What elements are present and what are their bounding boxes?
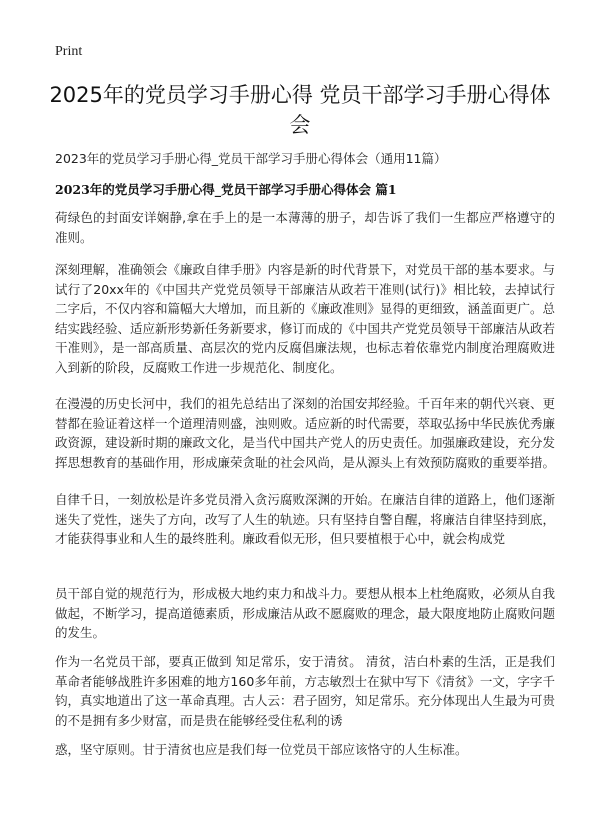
paragraph-2: 深刻理解，准确领会《廉政自律手册》内容是新的时代背景下，对党员干部的基本要求。与试行了20xx年的《中国共产党党员领导干部廉洁从政若干准则(试行)》相比较，去掉试行二字后，不仅内容和篇幅大大增加，而且新的《廉政准则》显得的更细致，涵盖面更广。总结实践经验、适应新形势新任务新要求，修订而成的《中国共产党党员领导干部廉洁从政若干准则》，是一部高质量、高层次的党内反腐倡廉法规，也标志着依靠党内制度治理腐败进入到新的阶段，反腐败工作进一步规范化、制度化。: [55, 262, 556, 375]
paragraph-3: 在漫漫的历史长河中，我们的祖先总结出了深刻的治国安邦经验。千百年来的朝代兴衰、更替都在验证着这样一个道理清则盛，浊则败。适应新的时代需要，萃取弘扬中华民族优秀廉政资源，建设新时期的廉政文化，是当代中国共产党人的历史责任。加强廉政建设，充分发挥思想教育的基础作用，形成廉荣贪耻的社会风尚，是从源头上有效预防腐败的重要举措。: [55, 396, 556, 470]
paragraph-6: 作为一名党员干部，要真正做到 知足常乐，安于清贫。 清贫，洁白朴素的生活，正是我们革命者能够战胜许多困难的地方160多年前，方志敏烈士在狱中写下《清贫》一文，字字千钧，真实地道出了这一革命真理。古人云：君子固穷，知足常乐。充分体现出人生最为可贵的不是拥有多少财富，而是贵在能够经受住私利的诱: [55, 654, 556, 728]
paragraph-5: 员干部自觉的规范行为，形成极大地约束力和战斗力。要想从根本上杜绝腐败，必须从自我做起，不断学习，提高道德素质，形成廉洁从政不愿腐败的理念，最大限度地防止腐败问题的发生。: [55, 586, 556, 640]
page-title: 2025年的党员学习手册心得 党员干部学习手册心得体会: [49, 83, 551, 137]
paragraph-4: 自律千日，一刻放松是许多党员滑入贪污腐败深渊的开始。在廉洁自律的道路上，他们逐渐迷失了党性，迷失了方向，改写了人生的轨迹。只有坚持自警自醒，将廉洁自律坚持到底，才能获得事业和人生的最终胜利。廉政看似无形，但只要植根于心中，就会构成党: [55, 492, 556, 546]
print-link[interactable]: Print: [55, 44, 83, 59]
section-heading: 2023年的党员学习手册心得_党员干部学习手册心得体会 篇1: [55, 182, 397, 197]
paragraph-7: 惑，坚守原则。甘于清贫也应是我们每一位党员干部应该恪守的人生标准。: [55, 742, 468, 757]
document-subtitle: 2023年的党员学习手册心得_党员干部学习手册心得体会（通用11篇）: [55, 151, 447, 166]
paragraph-1: 荷绿色的封面安详娴静,拿在手上的是一本薄薄的册子，却告诉了我们一生都应严格遵守的准则。: [55, 210, 555, 245]
